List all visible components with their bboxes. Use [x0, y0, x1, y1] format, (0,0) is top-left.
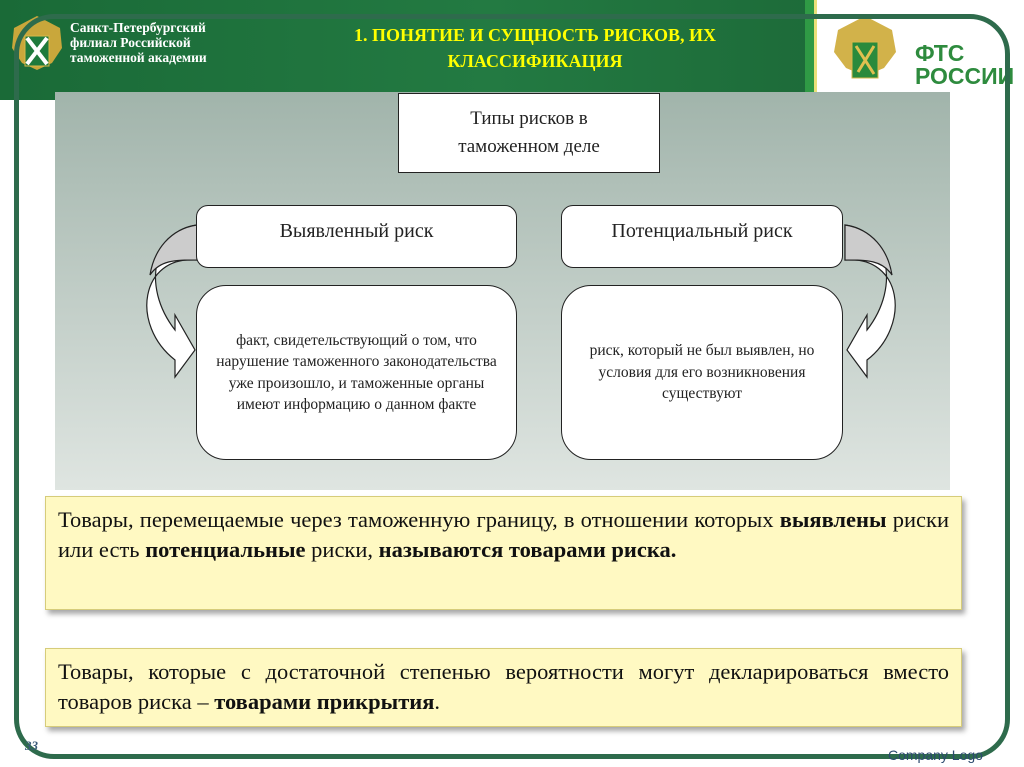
note-text: риски или есть	[58, 507, 949, 562]
brand-line: РОССИИ	[915, 63, 1015, 89]
note-bold: товарами прикрытия	[214, 689, 435, 714]
potential-risk-box: Потенциальный риск	[561, 205, 843, 268]
note-risk-goods	[45, 496, 962, 610]
note-bold: называются товарами риска.	[378, 537, 677, 562]
note-bold: потенциальные	[145, 537, 306, 562]
note-text: риски,	[305, 537, 379, 562]
page-number: 33	[25, 738, 38, 753]
desc-text: риск, который не был выявлен, но условия для его возникновения существуют	[589, 342, 815, 403]
academy-line: таможенной академии	[70, 50, 207, 65]
academy-line: филиал Российской	[70, 35, 191, 50]
desc-text: факт, свидетельствующий о том, что нарушение таможенного законодательства уже произошло, и таможенные органы имеют информацию о данном факте	[216, 331, 497, 413]
fts-crest-icon	[830, 12, 900, 88]
academy-name	[70, 20, 207, 65]
eagle-crest-icon	[8, 8, 66, 88]
potential-risk-desc	[561, 285, 843, 460]
risk-types-box	[398, 93, 660, 173]
identified-risk-box: Выявленный риск	[196, 205, 517, 268]
company-logo: Company Logo	[888, 747, 983, 763]
note-cover-goods	[45, 648, 962, 727]
left-strip	[0, 0, 14, 767]
title-line: 1. ПОНЯТИЕ И СУЩНОСТЬ РИСКОВ, ИХ	[354, 25, 716, 45]
note-bold: выявлены	[779, 507, 887, 532]
identified-risk-desc	[196, 285, 517, 460]
note-text: Товары, которые с достаточной степенью вероятности могут декларироваться вместо товаров риска –	[58, 659, 949, 714]
root-line: таможенном деле	[458, 136, 600, 157]
brand-line: ФТС	[915, 40, 965, 66]
header-strip	[805, 0, 817, 100]
slide-title	[270, 22, 800, 74]
academy-line: Санкт-Петербургский	[70, 20, 206, 35]
note-text: .	[434, 689, 441, 714]
root-line: Типы рисков в	[470, 108, 588, 129]
title-line: КЛАССИФИКАЦИЯ	[447, 51, 623, 71]
note-text: Товары, перемещаемые через таможенную границу, в отношении которых	[58, 507, 780, 532]
fts-brand	[915, 42, 1014, 88]
